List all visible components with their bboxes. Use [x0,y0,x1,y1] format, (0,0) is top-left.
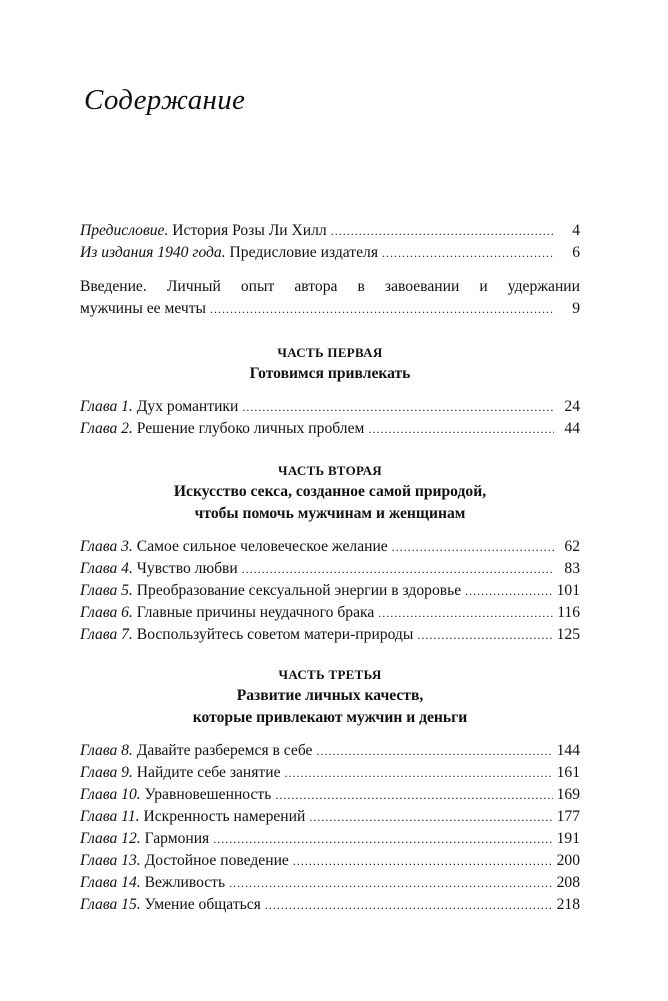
dot-leader [316,740,552,762]
dot-leader [242,396,554,418]
dot-leader [285,762,553,784]
entry-prefix: Из издания 1940 года. [80,244,226,261]
entry-prefix: Глава 8. [80,742,133,759]
entry-page: 200 [556,852,580,869]
entry-prefix: Глава 4. [80,560,133,577]
part-title: Искусство секса, созданное самой природой, [173,483,487,500]
entry-title: Давайте разберемся в себе [136,742,313,759]
entry-prefix: Глава 1. [80,398,133,415]
dot-leader [265,894,553,916]
entry-title: Преобразование сексуальной энергии в здоровье [136,582,462,599]
toc-entry-introduction-line2 [80,298,580,320]
entry-prefix: Глава 14. [80,874,141,891]
dot-leader [417,624,552,646]
entry-prefix: Глава 5. [80,582,133,599]
toc-entry-chapter [80,558,580,580]
entry-page: 208 [556,874,580,891]
toc-entry-chapter [80,580,580,602]
entry-title: Искренность намерений [143,808,306,825]
part-label: ЧАСТЬ ТРЕТЬЯ [278,667,382,682]
entry-title: Найдите себе занятие [136,764,281,781]
toc-entry-introduction-line1 [80,276,580,298]
entry-page: 24 [564,398,580,415]
entry-title: Чувство любви [136,560,238,577]
entry-prefix: Глава 9. [80,764,133,781]
dot-leader [210,298,554,320]
entry-page: 218 [556,896,580,913]
dot-leader [382,242,554,264]
part-title: чтобы помочь мужчинам и женщинам [194,505,466,522]
toc-entry-chapter [80,850,580,872]
part-title: Развитие личных качеств, [236,687,424,704]
entry-prefix: Глава 3. [80,538,133,555]
entry-page: 6 [572,244,580,261]
dot-leader [392,536,554,558]
entry-page: 101 [556,582,580,599]
toc-entry-chapter [80,806,580,828]
dot-leader [331,220,554,242]
dot-leader [275,784,552,806]
entry-page: 44 [564,420,580,437]
entry-title: Воспользуйтесь советом матери-природы [136,626,414,643]
entry-page: 169 [556,786,580,803]
toc-entry-chapter [80,418,580,440]
entry-page: 62 [564,538,580,555]
toc-entry-chapter [80,894,580,916]
entry-title: Предисловие издателя [229,244,378,261]
entry-prefix: Глава 10. [80,786,141,803]
entry-title: мужчины ее мечты [80,300,207,317]
entry-page: 9 [572,300,580,317]
toc-entry-chapter [80,624,580,646]
toc-entry-chapter [80,828,580,850]
entry-title: Личный опыт автора в завоевании и удержании [166,278,580,295]
dot-leader [309,806,552,828]
dot-leader [213,828,552,850]
dot-leader [229,872,553,894]
dot-leader [242,558,554,580]
entry-prefix: Глава 7. [80,626,133,643]
entry-title: Уравновешенность [144,786,272,803]
entry-page: 191 [556,830,580,847]
toc-entry-chapter [80,784,580,806]
toc-entry-1940-preface [80,242,580,264]
toc-heading: Содержание [84,84,246,116]
entry-prefix: Введение. [80,278,147,295]
entry-prefix: Предисловие. [80,222,169,239]
toc-entry-chapter [80,872,580,894]
entry-title: Достойное поведение [144,852,289,869]
toc-entry-chapter [80,740,580,762]
entry-page: 161 [556,764,580,781]
part-title: которые привлекают мужчин и деньги [192,709,468,726]
entry-page: 144 [556,742,580,759]
entry-prefix: Глава 11. [80,808,140,825]
entry-prefix: Глава 13. [80,852,141,869]
entry-title: Гармония [144,830,210,847]
toc-entry-preface [80,220,580,242]
entry-page: 4 [572,222,580,239]
entry-prefix: Глава 2. [80,420,133,437]
toc-entry-chapter [80,536,580,558]
dot-leader [368,418,554,440]
entry-title: Умение общаться [144,896,261,913]
entry-page: 116 [557,604,580,621]
entry-page: 177 [556,808,580,825]
entry-title: Вежливость [144,874,226,891]
entry-prefix: Глава 15. [80,896,141,913]
toc-entry-chapter [80,602,580,624]
entry-title: Дух романтики [136,398,239,415]
toc-entry-chapter [80,396,580,418]
toc-entry-chapter [80,762,580,784]
part-label: ЧАСТЬ ПЕРВАЯ [277,345,383,360]
entry-prefix: Глава 12. [80,830,141,847]
dot-leader [378,602,553,624]
dot-leader [293,850,553,872]
entry-title: Главные причины неудачного брака [136,604,375,621]
part-title: Готовимся привлекать [249,365,411,382]
entry-title: История Розы Ли Хилл [172,222,327,239]
dot-leader [465,580,552,602]
entry-prefix: Глава 6. [80,604,133,621]
part-label: ЧАСТЬ ВТОРАЯ [278,463,382,478]
entry-page: 83 [564,560,580,577]
entry-page: 125 [556,626,580,643]
entry-title: Самое сильное человеческое желание [136,538,388,555]
entry-title: Решение глубоко личных проблем [136,420,365,437]
